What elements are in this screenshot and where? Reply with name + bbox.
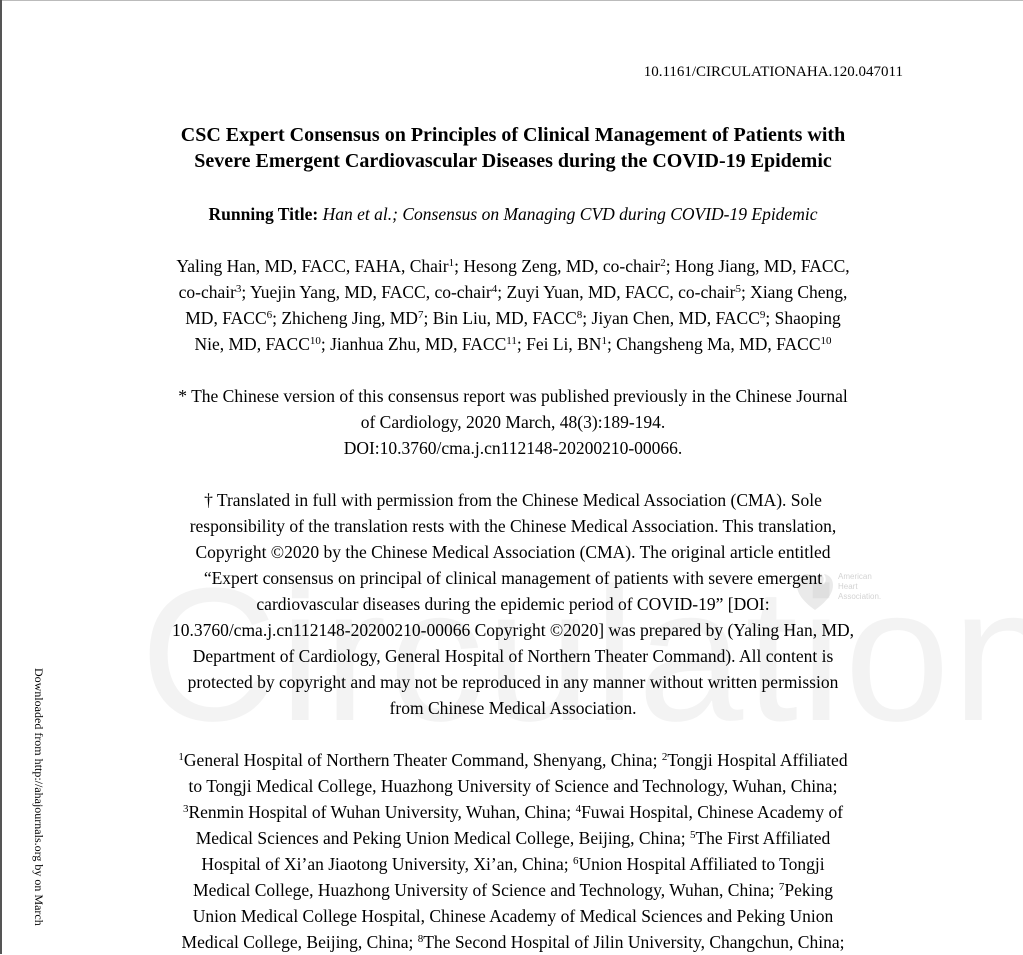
page-left-border	[0, 0, 2, 954]
text-run: ; Jianhua Zhu, MD, FACC	[320, 334, 507, 354]
title-line: CSC Expert Consensus on Principles of Clinical Management of Patients with	[180, 124, 846, 146]
translation-line: 10.3760/cma.j.cn112148-20200210-00066 Copyright ©2020] was prepared by (Yaling Han, MD,	[171, 620, 855, 640]
text-run: ; Fei Li, BN	[516, 334, 602, 354]
text-run: Union Hospital Affiliated to Tongji	[578, 854, 825, 874]
affiliation-line	[100, 903, 926, 929]
text-run: co-chair	[178, 282, 236, 302]
author-line	[100, 253, 926, 279]
text-run: to Tongji Medical College, Huazhong University of Science and Technology, Wuhan, China;	[188, 776, 838, 796]
text-run: ; Changsheng Ma, MD, FACC	[606, 334, 821, 354]
text-run: Nie, MD, FACC	[194, 334, 310, 354]
text-run: Tongji Hospital Affiliated	[667, 750, 848, 770]
translation-note	[100, 487, 926, 721]
affiliation-line	[100, 799, 926, 825]
translation-line: † Translated in full with permission from the Chinese Medical Association (CMA). Sole	[204, 490, 822, 510]
translation-line: protected by copyright and may not be reproduced in any manner without written permission	[187, 672, 839, 692]
title-line: Severe Emergent Cardiovascular Diseases during the COVID-19 Epidemic	[194, 150, 832, 172]
text-run: ; Hesong Zeng, MD, co-chair	[454, 256, 661, 276]
translation-line: “Expert consensus on principal of clinical management of patients with severe emergent	[203, 568, 823, 588]
running-title-text: Han et al.; Consensus on Managing CVD during COVID-19 Epidemic	[322, 204, 818, 224]
download-side-note: Downloaded from http://ahajournals.org by on March	[32, 668, 46, 926]
text-run: ; Zhicheng Jing, MD	[272, 308, 418, 328]
text-run: Medical College, Huazhong University of Science and Technology, Wuhan, China;	[193, 880, 779, 900]
superscript-marker: 4	[491, 283, 498, 295]
text-run: Peking	[784, 880, 833, 900]
text-run: General Hospital of Northern Theater Command, Shenyang, China;	[183, 750, 662, 770]
superscript-marker: 5	[689, 829, 696, 841]
text-run: MD, FACC	[185, 308, 267, 328]
superscript-marker: 10	[309, 335, 321, 347]
superscript-marker: 6	[266, 309, 273, 321]
translation-line: from Chinese Medical Association.	[389, 698, 637, 718]
text-run: The Second Hospital of Jilin University, Changchun, China;	[423, 932, 845, 952]
article-title	[100, 122, 926, 174]
translation-line: Copyright ©2020 by the Chinese Medical Association (CMA). The original article entitled	[195, 542, 831, 562]
superscript-marker: 3	[235, 283, 242, 295]
text-run: Hospital of Xi’an Jiaotong University, Xi’an, China;	[201, 854, 574, 874]
superscript-marker: 7	[417, 309, 424, 321]
author-line	[100, 331, 926, 357]
text-run: Medical Sciences and Peking Union Medical College, Beijing, China;	[195, 828, 690, 848]
affiliation-line	[100, 825, 926, 851]
translation-line: Department of Cardiology, General Hospital of Northern Theater Command). All content is	[192, 646, 834, 666]
text-run: Renmin Hospital of Wuhan University, Wuhan, China;	[188, 802, 576, 822]
text-run: ; Xiang Cheng,	[740, 282, 848, 302]
text-run: ; Bin Liu, MD, FACC	[423, 308, 577, 328]
superscript-marker: 10	[820, 335, 832, 347]
translation-line: responsibility of the translation rests with the Chinese Medical Association. This translation,	[189, 516, 837, 536]
translation-line: cardiovascular diseases during the epidemic period of COVID-19” [DOI:	[256, 594, 770, 614]
superscript-marker: 8	[576, 309, 583, 321]
watermark-association: American Heart Association.	[838, 572, 882, 601]
text-run: ; Jiyan Chen, MD, FACC	[582, 308, 760, 328]
superscript-marker: 11	[506, 335, 517, 347]
text-run: ; Zuyi Yuan, MD, FACC, co-chair	[497, 282, 736, 302]
note-line: * The Chinese version of this consensus report was published previously in the Chinese Journal	[178, 386, 848, 406]
superscript-marker: 4	[575, 803, 582, 815]
text-run: ; Hong Jiang, MD, FACC,	[665, 256, 850, 276]
superscript-marker: 2	[661, 751, 668, 763]
superscript-marker: 2	[660, 257, 666, 269]
author-line	[100, 305, 926, 331]
chinese-version-note	[100, 383, 926, 461]
superscript-marker: 6	[573, 855, 579, 867]
superscript-marker: 9	[759, 309, 766, 321]
text-run: Union Medical College Hospital, Chinese Academy of Medical Sciences and Peking Union	[192, 906, 834, 926]
superscript-marker: 7	[778, 881, 785, 893]
superscript-marker: 8	[417, 933, 424, 945]
affiliation-line	[100, 929, 926, 955]
superscript-marker: 1	[178, 751, 184, 763]
author-list	[100, 253, 926, 357]
text-run: ; Yuejin Yang, MD, FACC, co-chair	[241, 282, 492, 302]
note-line: DOI:10.3760/cma.j.cn112148-20200210-00066.	[343, 438, 683, 458]
superscript-marker: 1	[448, 257, 455, 269]
doi-header: 10.1161/CIRCULATIONAHA.120.047011	[643, 64, 903, 80]
page-top-border	[0, 0, 1023, 1]
affiliation-line	[100, 773, 926, 799]
affiliation-line	[100, 747, 926, 773]
affiliation-line	[100, 851, 926, 877]
affiliation-line	[100, 877, 926, 903]
author-line	[100, 279, 926, 305]
text-run: ; Shaoping	[765, 308, 841, 328]
superscript-marker: 1	[601, 335, 607, 347]
text-run: Fuwai Hospital, Chinese Academy of	[581, 802, 844, 822]
text-run: Yaling Han, MD, FACC, FAHA, Chair	[176, 256, 449, 276]
superscript-marker: 3	[182, 803, 189, 815]
running-title	[100, 201, 926, 227]
affiliation-list	[100, 747, 926, 955]
text-run: Medical College, Beijing, China;	[181, 932, 418, 952]
note-line: of Cardiology, 2020 March, 48(3):189-194.	[360, 412, 666, 432]
running-title-label: Running Title:	[208, 204, 319, 224]
text-run: The First Affiliated	[695, 828, 831, 848]
superscript-marker: 5	[735, 283, 741, 295]
